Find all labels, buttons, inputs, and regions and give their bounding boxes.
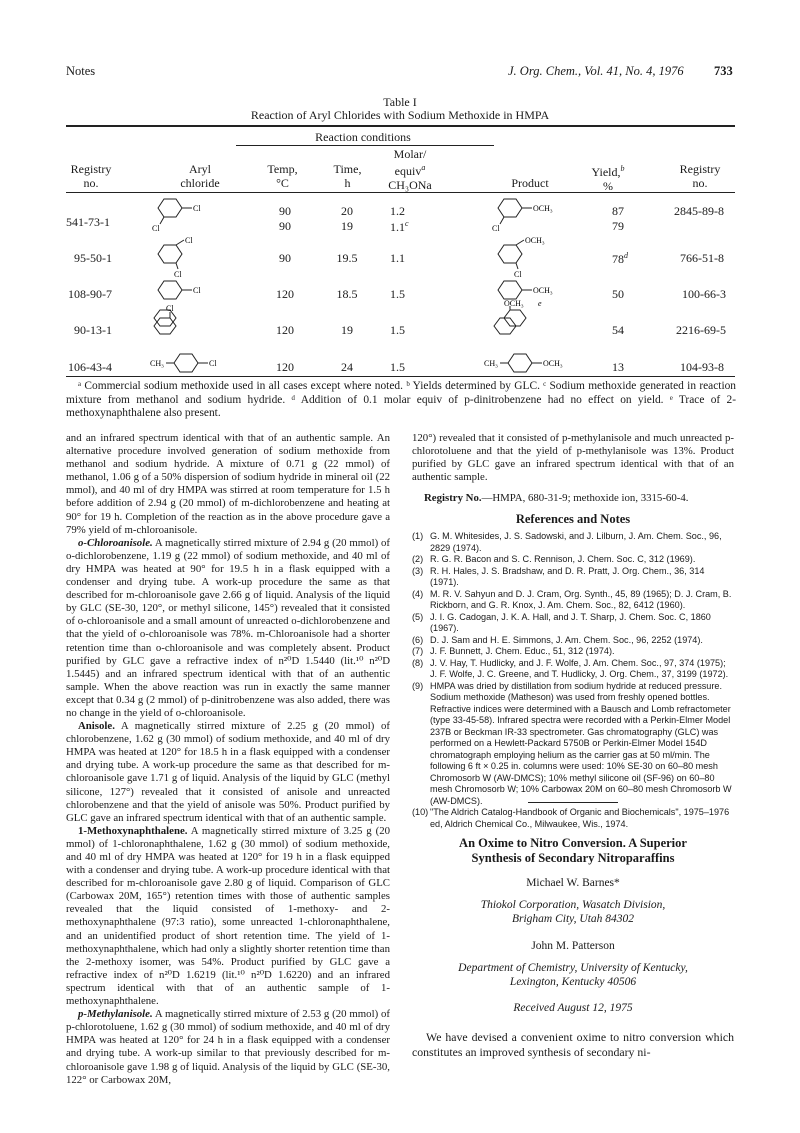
svg-text:Cl: Cl <box>166 304 174 313</box>
group-header-rule <box>236 145 494 146</box>
table-top-rule-2 <box>66 126 735 127</box>
svg-text:e: e <box>538 300 542 308</box>
row5-registry-2: 104-93-8 <box>680 360 724 374</box>
svg-text:Cl: Cl <box>514 270 522 278</box>
right-column <box>412 432 734 505</box>
header-aryl: Aryl chloride <box>180 162 220 190</box>
reference-item <box>412 681 734 808</box>
row1-registry-2: 2845-89-8 <box>674 204 724 218</box>
row1-temp: 90 90 <box>279 204 291 233</box>
header-registry: Registry no. <box>70 162 112 190</box>
references-list <box>412 531 734 830</box>
row2-time: 19.5 <box>336 251 358 265</box>
row5-aryl-structure <box>148 349 248 379</box>
reference-item <box>412 807 734 830</box>
reference-text: R. H. Hales, J. S. Bradshaw, and D. R. Pratt, J. Org. Chem., 36, 314 (1971). <box>430 565 705 587</box>
svg-text:Cl: Cl <box>209 359 217 368</box>
svg-text:Cl: Cl <box>193 286 201 295</box>
paragraph-continuation: and an infrared spectrum identical with that of an authentic sample. An alternative procedure involved generation of sodium methoxide from methanol and sodium hydride. A mixture of 0.71 g (22 mmol) of methanol, 1.06 g of a 50% dispersion of sodium hydride in mineral oil (22 mmol), and 40 ml of dry HMPA was stirred at room temperature for 1.5 h before addition of 2.94 g (20 mmol) of m-dichlorobenzene and heating at 90° for 19 h. Completion of the reaction as in the above procedure gave a 79% yield of m-chloroanisole. <box>66 432 390 536</box>
row3-registry-2: 100-66-3 <box>682 287 726 301</box>
paragraph-o-chloroanisole: o-Chloroanisole. A magnetically stirred mixture of 2.94 g (20 mmol) of o-dichlorobenzene, 1.19 g (22 mmol) of sodium methoxide, and 40 ml of dry HMPA was heated at 90° for 19.5 h in a flask equipped with a condenser and drying tube. A work-up procedure the same as that described for m-chloroanisole gave 2.66 g of liquid. Analysis of the liquid by GLC (SE-30, 120°, or methyl silicone, 145°) revealed that it consisted of o-chloroanisole and a small amount of unreacted o-dichlorobenzene and that the yield of o-chloroanisole was 78%. m-Chloroanisole had a shorter retention time than o-chloroanisole and was completely absent. Product purified by GLC gave a refractive index of n²⁰D 1.5440 (lit.¹⁰ n²⁰D 1.5445) and an infrared spectrum identical with that of an authentic sample. When the above reaction was run in exactly the same manner except that 0.34 g (2 mmol) of p-dinitrobenzene was also added, there was no change in the yield of o-chloroanisole. <box>66 536 390 719</box>
reference-number: (3) <box>412 565 424 576</box>
row3-equiv: 1.5 <box>390 287 405 301</box>
table-number: Table I <box>383 95 417 109</box>
reference-number: (10) <box>412 807 429 817</box>
reference-number: (5) <box>412 611 424 622</box>
reference-item <box>412 635 734 647</box>
article-separator <box>528 802 618 803</box>
svg-text:Cl: Cl <box>193 204 201 213</box>
header-rule <box>66 192 735 193</box>
reference-text: "The Aldrich Catalog-Handbook of Organic and Biochemicals", 1975–1976 ed, Aldrich Chemical Co., Milwaukee, Wis., 1974. <box>430 807 730 829</box>
reference-number: (8) <box>412 657 424 668</box>
paragraph-anisole: Anisole. A magnetically stirred mixture of 2.25 g (20 mmol) of chlorobenzene, 1.62 g (30 mmol) of sodium methoxide, and 40 ml of dry HMPA was heated at 120° for 18.5 h in a flask equipped with a condenser and drying tube. A work-up procedure the same as that described for m-chloroanisole gave 1.71 g of liquid. Analysis of the liquid by GLC (methyl silicone, 127°) revealed that it consisted of anisole and unreacted chlorobenzene and that the yield of anisole was 50%. Product purified by GLC gave an infrared spectrum identical with that of an authentic sample. <box>66 720 390 824</box>
reference-item <box>412 612 734 635</box>
row4-yield: 54 <box>612 323 624 337</box>
header-molar: Molar/ equiv$^a$ CH₃ONa <box>388 147 432 192</box>
table-bottom-rule <box>66 376 735 377</box>
reference-number: (1) <box>412 531 424 541</box>
row2-registry-2: 766-51-8 <box>680 251 724 265</box>
row4-product-structure <box>488 300 568 346</box>
affiliation-kentucky: Department of Chemistry, University of Kentucky, Lexington, Kentucky 40506 <box>458 962 688 988</box>
reference-text: J. V. Hay, T. Hudlicky, and J. F. Wolfe, J. Am. Chem. Soc., 97, 374 (1975); J. F. Wolfe, J. C. Greene, and T. Hudlicky, J. Org. Chem., 37, 3199 (1972). <box>430 657 729 679</box>
article-intro: We have devised a convenient oxime to nitro conversion which constitutes an improved synthesis of secondary ni- <box>412 1030 734 1059</box>
row5-registry: 106-43-4 <box>68 360 112 374</box>
article-title: An Oxime to Nitro Conversion. A Superior Synthesis of Secondary Nitroparaffins <box>459 836 687 865</box>
row2-registry: 95-50-1 <box>74 251 112 265</box>
section-label: Notes <box>66 64 96 78</box>
page-number: 733 <box>714 64 733 78</box>
row3-aryl-structure <box>148 276 208 306</box>
svg-text:OCH₃: OCH₃ <box>533 286 553 295</box>
svg-text:OCH₃: OCH₃ <box>533 204 553 213</box>
row4-aryl-structure <box>148 304 208 346</box>
svg-text:Cl: Cl <box>492 224 500 233</box>
svg-text:OCH₃: OCH₃ <box>543 359 563 368</box>
reference-item <box>412 554 734 566</box>
reference-text: M. R. V. Sahyun and D. J. Cram, Org. Synth., 45, 89 (1965); D. J. Cram, B. Rickborn, and G. R. Knox, J. Am. Chem. Soc., 82, 6412 (1960). <box>430 588 732 610</box>
row4-registry-2: 2216-69-5 <box>676 323 726 337</box>
author-barnes: Michael W. Barnes* <box>526 877 620 889</box>
paragraph-continuation-right: 120°) revealed that it consisted of p-methylanisole and much unreacted p-chlorotoluene and that the yield of p-methylanisole was 13%. Product purified by GLC gave an infrared spectrum identical with that of an authentic sample. <box>412 432 734 484</box>
row4-temp: 120 <box>276 323 294 337</box>
row3-registry: 108-90-7 <box>68 287 112 301</box>
reference-text: J. I. G. Cadogan, J. K. A. Hall, and J. T. Sharp, J. Chem. Soc. C, 1860 (1967). <box>430 611 711 633</box>
table-title: Reaction of Aryl Chlorides with Sodium Methoxide in HMPA <box>250 108 550 122</box>
paragraph-methoxynaphthalene: 1-Methoxynaphthalene. A magnetically stirred mixture of 3.25 g (20 mmol) of 1-chloronaphthalene, 1.62 g (30 mmol) of sodium methoxide, and 40 ml of dry HMPA was heated at 120° for 19 h in a flask equipped with a condenser and drying tube. A work-up procedure identical with that described for m-chloroanisole gave 2.80 g of liquid. Comparison of GLC (Carbowax 20M, 165°) retention times with those of authentic samples revealed that the liquid consisted of 1-methoxy- and 2-methoxynaphthalene (97:3 ratio), some unreacted 1-chloronaphthalene, and an unidentified product of short retention time. The yield of 1-methoxynaphthalene, which had only a slightly shorter retention time than the 2-methoxy isomer, was 54%. Product purified by GLC gave a refractive index of n²⁰D 1.6219 (lit.¹⁰ n²⁰D 1.6220) and an infrared spectrum identical with that of an authentic sample of 1-methoxynaphthalene. <box>66 824 390 1008</box>
row4-registry: 90-13-1 <box>74 323 112 337</box>
journal-citation: J. Org. Chem., Vol. 41, No. 4, 1976 <box>508 64 684 78</box>
row5-yield: 13 <box>612 360 624 374</box>
svg-text:CH₃: CH₃ <box>484 359 498 368</box>
header-registry-2: Registry no. <box>679 162 721 190</box>
row5-equiv: 1.5 <box>390 360 405 374</box>
reference-item <box>412 531 734 554</box>
received-date: Received August 12, 1975 <box>513 1002 633 1014</box>
svg-text:Cl: Cl <box>152 224 160 233</box>
reference-number: (6) <box>412 634 424 645</box>
row2-temp: 90 <box>279 251 291 265</box>
registry-numbers: Registry No.—HMPA, 680-31-9; methoxide ion, 3315-60-4. <box>424 492 689 505</box>
row5-temp: 120 <box>276 360 294 374</box>
reference-text: J. F. Bunnett, J. Chem. Educ., 51, 312 (1974). <box>430 646 615 656</box>
row2-equiv: 1.1 <box>390 251 405 265</box>
reference-number: (9) <box>412 680 424 691</box>
row5-time: 24 <box>341 360 353 374</box>
row2-aryl-structure <box>148 236 208 278</box>
reference-number: (4) <box>412 588 424 599</box>
row4-time: 19 <box>341 323 353 337</box>
reaction-conditions-header: Reaction conditions <box>315 130 411 144</box>
header-yield: Yield,$^b$ % <box>591 164 625 193</box>
header-product: Product <box>511 176 549 190</box>
reference-text: D. J. Sam and H. E. Simmons, J. Am. Chem. Soc., 96, 2252 (1974). <box>430 634 703 645</box>
reference-item <box>412 566 734 589</box>
header-time: Time, h <box>333 162 362 190</box>
paragraph-p-methylanisole: p-Methylanisole. A magnetically stirred mixture of 2.53 g (20 mmol) of p-chlorotoluene, 1.62 g (30 mmol) of sodium methoxide, and 40 ml of dry HMPA was heated at 120° for 24 h in a flask equipped with a condenser and drying tube. A work-up similar to that previously described for m-chloroanisole gave 1.98 g of liquid. Analysis of the liquid by GLC (SE-30, 122° or Carbowax 20M, <box>66 1008 390 1086</box>
row2-product-structure <box>488 236 568 278</box>
reference-text: G. M. Whitesides, J. S. Sadowski, and J. Lilburn, J. Am. Chem. Soc., 96, 2829 (1974). <box>430 531 722 553</box>
row1-equiv: 1.2 1.1$^c$ <box>390 204 409 234</box>
affiliation-thiokol: Thiokol Corporation, Wasatch Division, Brigham City, Utah 84302 <box>480 899 666 925</box>
svg-text:Cl: Cl <box>185 236 193 245</box>
svg-text:OCH₃: OCH₃ <box>504 300 524 308</box>
row1-time: 20 19 <box>341 204 353 233</box>
reference-item <box>412 658 734 681</box>
reference-text: R. G. R. Bacon and S. C. Rennison, J. Chem. Soc. C, 312 (1969). <box>430 554 696 564</box>
row1-yield: 87 79 <box>612 204 624 233</box>
row4-equiv: 1.5 <box>390 323 405 337</box>
references-heading: References and Notes <box>515 512 631 526</box>
row3-temp: 120 <box>276 287 294 301</box>
svg-text:Cl: Cl <box>174 270 182 278</box>
header-temp: Temp, °C <box>267 162 298 190</box>
table-footnotes: ᵃ Commercial sodium methoxide used in all cases except where noted. ᵇ Yields determined by GLC. ᶜ Sodium methoxide generated in reaction mixture from methanol and sodium hydride. ᵈ Addition of 0.1 molar equiv of p-dinitrobenzene had no effect on yield. ᵉ Trace of 2-methoxynaphthalene also present. <box>66 380 736 419</box>
row1-aryl-structure <box>148 196 208 234</box>
reference-text: HMPA was dried by distillation from sodium hydride at reduced pressure. Sodium methoxide (Matheson) was used from freshly opened bottles. Refractive indices were determined with a Bausch and Lomb refractometer (type 33-45-58). Infrared spectra were recorded with a Perkin-Elmer Model 237B or Beckman IR-33 spectrometer. Gas chromatography (GLC) was performed on a Hewlett-Packard 5750B or Perkin-Elmer Model 154D chromatograph employing helium as the carrier gas at 50 ml/min. The following 6 ft × 0.25 in. columns were used: 10% SE-30 on 60–80 mesh Chromosorb W (AW-DMCS); 10% methyl silicone oil (SF-96) on 60–80 mesh Chromosorb W; 10% Carbowax 20M on 60–80 mesh Chromosorb W (AW-DMCS). <box>430 680 732 806</box>
reference-item <box>412 589 734 612</box>
reference-number: (2) <box>412 554 424 564</box>
row2-yield: 78$^d$ <box>612 251 628 266</box>
row3-yield: 50 <box>612 287 624 301</box>
row1-registry: 541-73-1 <box>66 215 110 229</box>
reference-number: (7) <box>412 646 424 656</box>
row1-product-structure <box>488 196 568 234</box>
svg-text:OCH₃: OCH₃ <box>525 236 545 245</box>
row5-product-structure <box>482 349 592 379</box>
author-patterson: John M. Patterson <box>531 940 615 952</box>
left-column <box>66 432 390 1087</box>
svg-text:CH₃: CH₃ <box>150 359 164 368</box>
reference-item <box>412 646 734 658</box>
row3-time: 18.5 <box>336 287 358 301</box>
